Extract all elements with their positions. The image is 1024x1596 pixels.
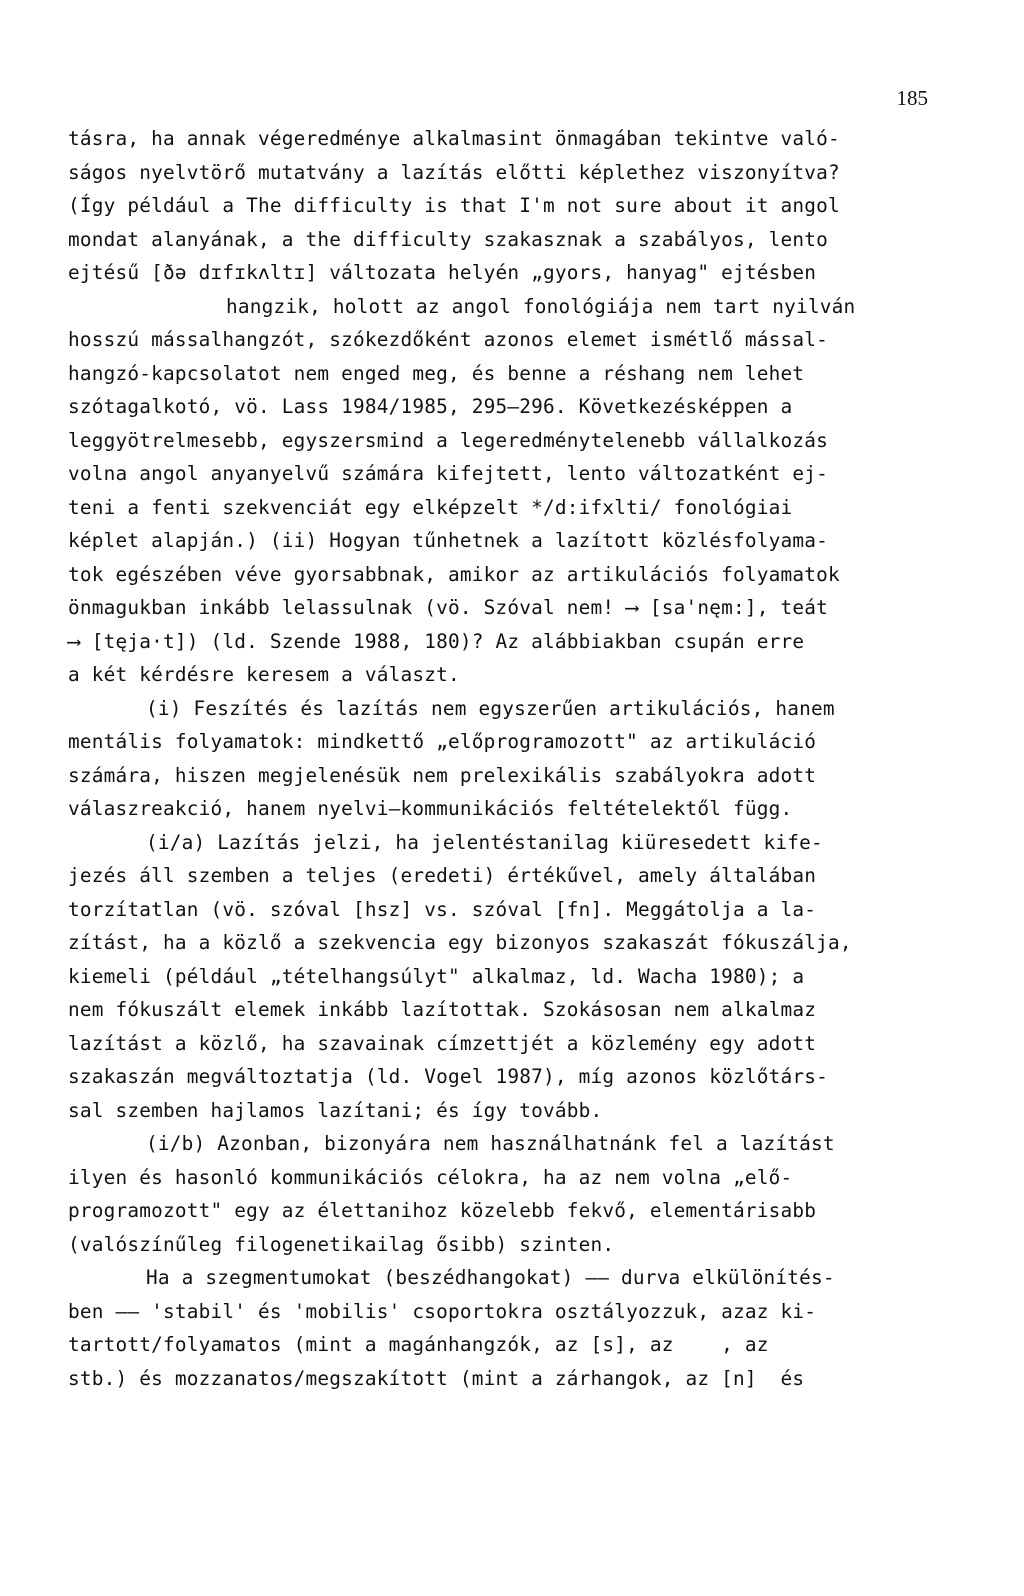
text-line: tásra, ha annak végeredménye alkalmasint önmagában tekintve való- [68, 127, 840, 150]
text-line: számára, hiszen megjelenésük nem prelexikális szabályokra adott [68, 763, 817, 787]
text-line: ⟶ [tęja·t]) (ld. Szende 1988, 180)? Az alábbiakban csupán erre [68, 629, 805, 653]
text-line: (Így például a The difficulty is that I'm not sure about it angol [68, 194, 840, 217]
text-line: lazítást a közlő, ha szavainak címzettjét a közlemény egy adott [68, 1031, 817, 1055]
text-line: volna angol anyanyelvű számára kifejtett, lento változatként ej- [68, 462, 828, 485]
text-line: válaszreakció, hanem nyelvi—kommunikációs feltételektől függ. [68, 797, 793, 820]
text-line: mentális folyamatok: mindkettő „előprogramozott" az artikuláció [68, 730, 817, 753]
text-line: zítást, ha a közlő a szekvencia egy bizonyos szakaszát fókuszálja, [68, 931, 852, 954]
text-line: teni a fenti szekvenciát egy elképzelt */d:ifxlti/ fonológiai [68, 495, 793, 519]
text-line: a két kérdésre keresem a választ. [68, 663, 460, 686]
text-line: leggyötrelmesebb, egyszersmind a legeredménytelenebb vállalkozás [68, 428, 828, 452]
text-line: (i) Feszítés és lazítás nem egyszerűen artikulációs, hanem [146, 696, 835, 720]
text-line: szótagalkotó, vö. Lass 1984/1985, 295—296. Következésképpen a [68, 395, 793, 418]
text-line: képlet alapján.) (ii) Hogyan tűnhetnek a lazított közlésfolyama- [68, 529, 828, 552]
text-line: tok egészében véve gyorsabbnak, amikor az artikulációs folyamatok [68, 562, 840, 586]
text-line: hosszú mássalhangzót, szókezdőként azonos elemet ismétlő mással- [68, 328, 828, 351]
text-line: (i/b) Azonban, bizonyára nem használhatnánk fel a lazítást [146, 1132, 835, 1155]
text-line: önmagukban inkább lelassulnak (vö. Szóval nem! ⟶ [sa'nęm:], teát [68, 596, 828, 619]
text-line: ejtésű [ðə dɪfɪkʌltɪ] változata helyén „gyors, hanyag" ejtésben [68, 261, 817, 284]
text-line: stb.) és mozzanatos/megszakított (mint a zárhangok, az [n] és [68, 1366, 805, 1390]
text-line: nem fókuszált elemek inkább lazítottak. Szokásosan nem alkalmaz [68, 998, 817, 1021]
text-line: (valószínűleg filogenetikailag ősibb) szinten. [68, 1232, 615, 1256]
page-number: 185 [896, 86, 928, 110]
text-line: sal szemben hajlamos lazítani; és így tovább. [68, 1098, 603, 1122]
text-line: ilyen és hasonló kommunikációs célokra, ha az nem volna „elő- [68, 1165, 793, 1189]
text-line: Ha a szegmentumokat (beszédhangokat) —— durva elkülönítés- [146, 1266, 835, 1289]
text-line: jezés áll szemben a teljes (eredeti) értékűvel, amely általában [68, 864, 817, 887]
text-line: programozott" egy az élettanihoz közelebb fekvő, elementárisabb [68, 1199, 817, 1222]
text-line: kiemeli (például „tételhangsúlyt" alkalmaz, ld. Wacha 1980); a [68, 964, 805, 988]
text-line: torzítatlan (vö. szóval [hsz] vs. szóval [fn]. Meggátolja a la- [68, 897, 817, 921]
text-line: hangzó-kapcsolatot nem enged meg, és benne a réshang nem lehet [68, 361, 805, 385]
text-line: (i/a) Lazítás jelzi, ha jelentéstanilag kiüresedett kife- [146, 830, 823, 854]
text-line: szakaszán megváltoztatja (ld. Vogel 1987), míg azonos közlőtárs- [68, 1065, 828, 1088]
text-line: ságos nyelvtörő mutatvány a lazítás előtti képlethez viszonyítva? [68, 160, 840, 184]
body-text [68, 122, 948, 1395]
text-line: mondat alanyának, a the difficulty szakasznak a szabályos, lento [68, 227, 828, 251]
text-line: tartott/folyamatos (mint a magánhangzók, az [s], az , az [68, 1333, 769, 1356]
text-line: ben —— 'stabil' és 'mobilis' csoportokra osztályozzuk, azaz ki- [68, 1299, 817, 1323]
text-line: hangzik, holott az angol fonológiája nem tart nyilván [226, 294, 856, 318]
